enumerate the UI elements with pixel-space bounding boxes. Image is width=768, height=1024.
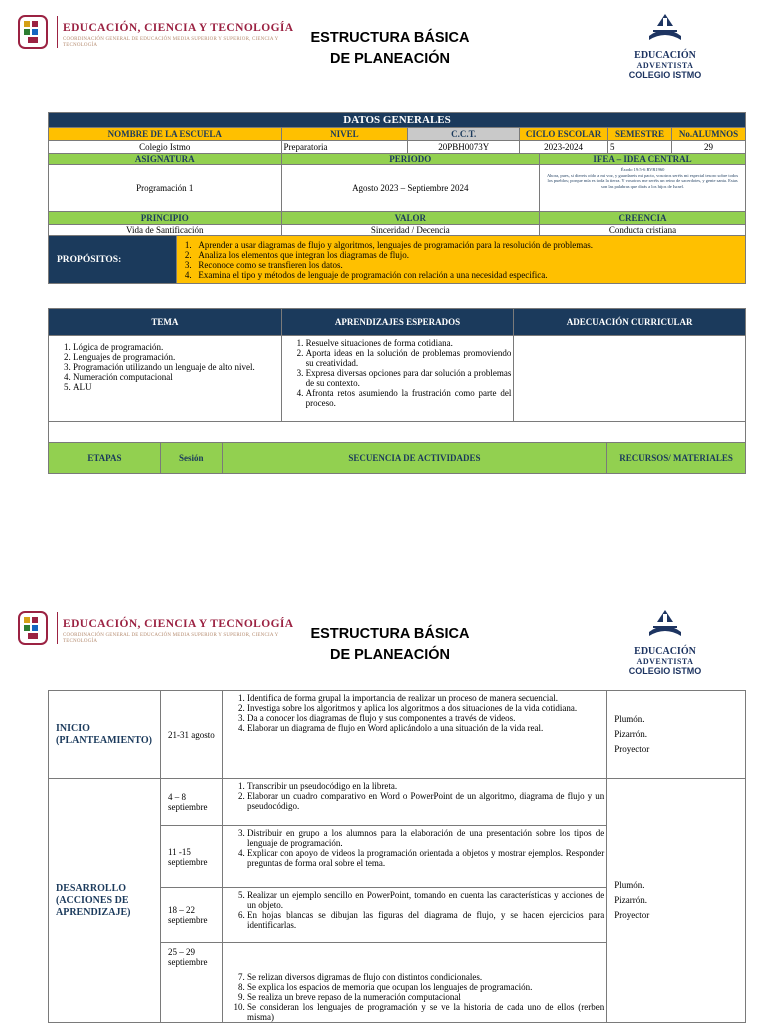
org-subtitle: COORDINACIÓN GENERAL DE EDUCACIÓN MEDIA SUPERIOR Y SUPERIOR, CIENCIA Y TECNOLOGÍA [63,633,279,644]
adventist-flame-icon [643,12,687,44]
level-value: Preparatoria [281,141,408,154]
activity-item: 4. Elaborar un diagrama de flujo en Word aplicándolo a una situación de la vida real. [247,723,604,733]
session-date: 11 -15 septiembre [160,826,222,888]
header-etapas: ETAPAS [49,443,161,474]
school-name-value: Colegio Istmo [49,141,282,154]
purpose-item: 3. Reconoce como se transfieren los datos. [184,259,343,270]
stage-inicio-label: INICIO (PLANTEAMIENTO) [56,722,152,746]
logo-line3: COLEGIO ISTMO [628,666,702,676]
session-activities [222,888,606,943]
stage-desarrollo-label: DESARROLLO (ACCIONES DE APRENDIZAJE) [56,882,131,918]
period-value: Agosto 2023 – Septiembre 2024 [281,165,540,212]
resource-item: Proyector [614,910,650,920]
activity-item: 3. Da a conocer los diagramas de flujo y sus componentes a través de videos. [247,713,604,723]
stage-desarrollo [49,779,161,1023]
stages-header-table [48,442,746,474]
document-title [290,624,490,666]
resource-item: Pizarrón. [614,729,647,739]
session-activities [222,779,606,826]
purposes-cell [176,236,745,284]
subject-value: Programación 1 [49,165,282,212]
tema-item: 2. Lenguajes de programación. [73,352,279,362]
page-1 [0,0,768,463]
value-value: Sinceridad / Decencia [281,225,540,236]
aprendizaje-item: 2. Aporta ideas en la solución de problemas promoviendo su creatividad. [306,348,512,368]
ifea-reference: Éxodo 19:5-6 RVR1960 [620,167,665,172]
inicio-list [225,693,604,733]
activity-item: 2. Investiga sobre los algoritmos y aplica los algoritmos a dos situaciones de la vida cotidiana. [247,703,604,713]
ifea-cell [540,165,746,212]
header-subject: ASIGNATURA [49,154,282,165]
purpose-item: 4. Examina el tipo y métodos de lenguaje de programación con relación a una necesidad especifica. [184,269,548,280]
aprendizajes-cell [281,336,514,422]
resource-item: Plumón. [614,880,645,890]
adventist-flame-icon [643,608,687,640]
activity-item: 2. Elaborar un cuadro comparativo en Word o PowerPoint de un algoritmo, diagrama de flujo y un pseudocódigo. [247,791,604,811]
header-secuencia: SECUENCIA DE ACTIVIDADES [222,443,606,474]
resource-item: Proyector [614,744,650,754]
inicio-activities [222,691,606,779]
org-subtitle: COORDINACIÓN GENERAL DE EDUCACIÓN MEDIA SUPERIOR Y SUPERIOR, CIENCIA Y TECNOLOGÍA [63,37,279,48]
header-period: PERIODO [281,154,540,165]
purpose-item: 2. Analiza los elementos que integran los diagramas de flujo. [184,249,410,260]
resource-item: Pizarrón. [614,895,647,905]
header-level: NIVEL [281,128,408,141]
activity-item: 9. Se realiza un breve repaso de la numeración computacional [247,992,604,1002]
session-list [225,972,604,1022]
inicio-resources [607,691,746,779]
header-cycle: CICLO ESCOLAR [520,128,608,141]
principle-value: Vida de Santificación [49,225,282,236]
desarrollo-resources [607,779,746,1023]
activity-item: 3. Distribuir en grupo a los alumnos para la elaboración de una presentación sobre los tipos de lenguaje de programación. [247,828,604,848]
doc-title-line2: DE PLANEACIÓN [329,51,451,67]
aprendizaje-item: 1. Resuelve situaciones de forma cotidiana. [306,338,512,348]
header-aprendizajes: APRENDIZAJES ESPERADOS [281,309,514,336]
header-sesion: Sesión [160,443,222,474]
header-ifea: IFEA – IDEA CENTRAL [540,154,746,165]
tema-cell [49,336,282,422]
tema-item: 1. Lógica de programación. [73,342,279,352]
header-semester: SEMESTRE [608,128,672,141]
adecuacion-cell [514,336,746,422]
activities-table [48,690,746,1023]
activity-item: 5. Realizar un ejemplo sencillo en PowerPoint, tomando en cuenta las características y acciones de un objeto. [247,890,604,910]
header-cct: C.C.T. [408,128,520,141]
header-students: No.ALUMNOS [671,128,745,141]
aprendizajes-list [284,338,512,408]
header-divider [57,612,58,644]
session-date: 25 – 29 septiembre [160,943,222,1023]
header-recursos: RECURSOS/ MATERIALES [607,443,746,474]
header-school-name: NOMBRE DE LA ESCUELA [49,128,282,141]
stage-inicio [49,691,161,779]
page-header [0,0,768,95]
aprendizaje-item: 3. Expresa diversas opciones para dar solución a problemas de su contexto. [306,368,512,388]
logo-line3: COLEGIO ISTMO [628,70,702,80]
activity-item: 10. Se consideran los lenguajes de programación y se ve la historia de cada uno de ellos (rerben misma) [247,1002,604,1022]
purpose-item: 1. Aprender a usar diagramas de flujo y algoritmos, lenguajes de programación para la resolución de problemas. [184,239,593,250]
org-title: EDUCACIÓN, CIENCIA Y TECNOLOGÍA [63,618,294,630]
header-divider [57,16,58,48]
section-title-general: DATOS GENERALES [49,113,746,128]
activity-item: 6. En hojas blancas se dibujan las figuras del diagrama de flujo, y se hacen ejercicios para identificarlas. [247,910,604,930]
activity-item: 1. Identifica de forma grupal la importancia de realizar un proceso de manera secuencial. [247,693,604,703]
topics-table [48,308,746,444]
header-belief: CREENCIA [540,212,746,225]
doc-title-line1: ESTRUCTURA BÁSICA [310,30,470,46]
page-header [0,596,768,691]
belief-value: Conducta cristiana [540,225,746,236]
school-logo [620,12,710,85]
header-tema: TEMA [49,309,282,336]
cycle-value: 2023-2024 [520,141,608,154]
session-list [225,890,604,930]
aprendizaje-item: 4. Afronta retos asumiendo la frustración como parte del proceso. [306,388,512,408]
activity-item: 4. Explicar con apoyo de videos la programación orientada a objetos y mostrar ejemplos. Responder preguntas de forma oral sobre el tema. [247,848,604,868]
session-date: 18 – 22 septiembre [160,888,222,943]
session-activities [222,826,606,888]
page-2 [0,596,768,1022]
doc-title-line1: ESTRUCTURA BÁSICA [310,626,470,642]
header-adecuacion: ADECUACIÓN CURRICULAR [514,309,746,336]
logo-fineprint [620,81,710,85]
logo-line1: EDUCACIÓN [634,646,696,657]
general-data-table [48,112,746,284]
cct-value: 20PBH0073Y [408,141,520,154]
blank-row [49,422,746,444]
sep-emblem-icon [18,610,48,646]
semester-value: 5 [608,141,672,154]
logo-line2: ADVENTISTA [636,657,694,666]
logo-fineprint [620,677,710,681]
tema-item: 3. Programación utilizando un lenguaje de alto nivel. [73,362,279,372]
header-value: VALOR [281,212,540,225]
document-title [290,28,490,70]
session-list [225,781,604,811]
logo-line2: ADVENTISTA [636,61,694,70]
header-principle: PRINCIPIO [49,212,282,225]
session-list [225,828,604,868]
session-inicio: 21-31 agosto [160,691,222,779]
purposes-label: PROPÓSITOS: [49,236,177,284]
tema-item: 4. Numeración computacional [73,372,279,382]
session-date: 4 – 8 septiembre [160,779,222,826]
ifea-text: Ahora, pues, si diereis oído a mi voz, y guardareis mi pacto, vosotros seréis mi especial tesoro sobre todos los pueblos; porque mía es toda la tierra. Y vosotros me seréis un reino de sacerdotes, y gente santa. Estas son las palabras que dirás a los hijos de Israel. [546,172,739,189]
org-title: EDUCACIÓN, CIENCIA Y TECNOLOGÍA [63,22,294,34]
tema-list [51,342,279,392]
resource-item: Plumón. [614,714,645,724]
logo-line1: EDUCACIÓN [634,50,696,61]
sep-emblem-icon [18,14,48,50]
tema-item: 5. ALU [73,382,279,392]
activity-item: 8. Se explica los espacios de memoria que ocupan los lenguajes de programación. [247,982,604,992]
activity-item: 1. Transcribir un pseudocódigo en la libreta. [247,781,604,791]
school-logo [620,608,710,681]
session-activities [222,943,606,1023]
activity-item: 7. Se relizan diversos digramas de flujo con distintos condicionales. [247,972,604,982]
students-value: 29 [671,141,745,154]
doc-title-line2: DE PLANEACIÓN [329,647,451,663]
purposes-list [185,240,743,280]
